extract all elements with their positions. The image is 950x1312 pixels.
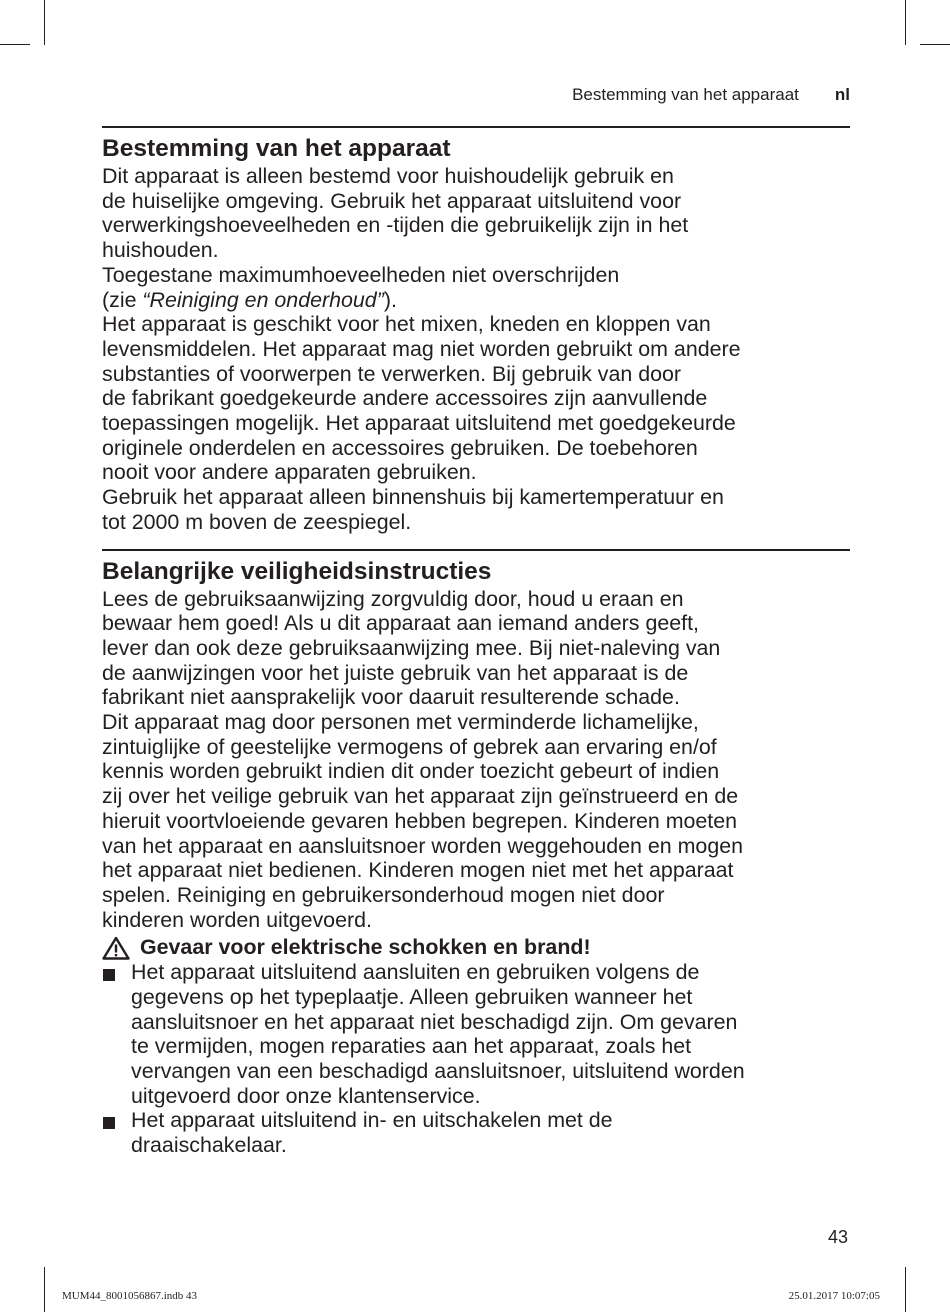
- text-span: (zie: [102, 287, 143, 312]
- cross-reference: “Reiniging en onderhoud”: [142, 287, 384, 312]
- running-header: [440, 84, 850, 106]
- language-code: nl: [834, 85, 850, 104]
- crop-mark: [905, 0, 906, 45]
- text-line: fabrikant niet aansprakelijk voor daaruit resulterende schade.: [102, 685, 680, 710]
- section-rule: [102, 126, 850, 128]
- square-bullet-icon: [103, 1117, 115, 1129]
- text-line: de fabrikant goedgekeurde andere accessoires zijn aanvullende: [102, 386, 708, 411]
- text-line: verwerkingshoeveelheden en -tijden die gebruikelijk zijn in het: [102, 213, 689, 238]
- text-line: vervangen van een beschadigd aansluitsnoer, uitsluitend worden: [131, 1058, 745, 1083]
- text-line: gegevens op het typeplaatje. Alleen gebruiken wanneer het: [131, 984, 693, 1009]
- section-title: Belangrijke veiligheidsinstructies: [102, 557, 492, 585]
- text-line: spelen. Reiniging en gebruikersonderhoud mogen niet door: [102, 882, 665, 907]
- text-line: Toegestane maximumhoeveelheden niet overschrijden: [102, 262, 620, 287]
- running-header-title: Bestemming van het apparaat: [572, 85, 799, 104]
- text-line: kennis worden gebruikt indien dit onder toezicht gebeurt of indien: [102, 759, 720, 784]
- warning-triangle-icon: [102, 936, 130, 960]
- text-line: toepassingen mogelijk. Het apparaat uitsluitend met goedgekeurde: [102, 411, 736, 436]
- text-line: Gebruik het apparaat alleen binnenshuis bij kamertemperatuur en: [102, 485, 724, 510]
- text-span: ).: [383, 287, 397, 312]
- text-line: substanties of voorwerpen te verwerken. Bij gebruik van door: [102, 361, 682, 386]
- list-item: [102, 960, 850, 1108]
- section-body: [102, 587, 850, 933]
- crop-mark: [920, 44, 950, 45]
- text-line: zij over het veilige gebruik van het apparaat zijn geïnstrueerd en de: [102, 784, 739, 809]
- text-line: de huiselijke omgeving. Gebruik het apparaat uitsluitend voor: [102, 188, 682, 213]
- text-line: huishouden.: [102, 238, 219, 263]
- print-slug-timestamp: 25.01.2017 10:07:05: [788, 1290, 880, 1302]
- text-line: originele onderdelen en accessoires gebruiken. De toebehoren: [102, 435, 698, 460]
- text-line: Het apparaat uitsluitend in- en uitschakelen met de: [131, 1108, 613, 1133]
- text-line: het apparaat niet bedienen. Kinderen mogen niet met het apparaat: [102, 858, 734, 883]
- text-line: bewaar hem goed! Als u dit apparaat aan iemand anders geeft,: [102, 611, 699, 636]
- print-slug-file: MUM44_8001056867.indb 43: [62, 1290, 198, 1302]
- page-number: 43: [827, 1227, 848, 1247]
- warning-text: Gevaar voor elektrische schokken en brand!: [140, 935, 591, 960]
- text-line: tot 2000 m boven de zeespiegel.: [102, 509, 412, 534]
- text-line: aansluitsnoer en het apparaat niet beschadigd zijn. Om gevaren: [131, 1009, 738, 1034]
- text-line: Het apparaat is geschikt voor het mixen, kneden en kloppen van: [102, 312, 711, 337]
- crop-mark: [0, 44, 30, 45]
- crop-mark: [905, 1267, 906, 1312]
- text-line: van het apparaat en aansluitsnoer worden weggehouden en mogen: [102, 833, 744, 858]
- text-line: [102, 288, 850, 313]
- text-line: nooit voor andere apparaten gebruiken.: [102, 460, 477, 485]
- warning-heading: [102, 935, 850, 960]
- section-rule: [102, 549, 850, 551]
- square-bullet-icon: [103, 969, 115, 981]
- text-line: Het apparaat uitsluitend aansluiten en gebruiken volgens de: [131, 960, 700, 985]
- text-line: Lees de gebruiksaanwijzing zorgvuldig door, houd u eraan en: [102, 586, 684, 611]
- text-line: te vermijden, mogen reparaties aan het apparaat, zoals het: [131, 1034, 692, 1059]
- bullet-list: [102, 960, 850, 1158]
- text-line: zintuiglijke of geestelijke vermogens of gebrek aan ervaring en/of: [102, 734, 717, 759]
- text-line: Dit apparaat mag door personen met verminderde lichamelijke,: [102, 710, 699, 735]
- text-line: kinderen worden uitgevoerd.: [102, 907, 372, 932]
- text-line: Dit apparaat is alleen bestemd voor huishoudelijk gebruik en: [102, 164, 674, 188]
- section-title: Bestemming van het apparaat: [102, 135, 451, 162]
- text-line: uitgevoerd door onze klantenservice.: [131, 1083, 481, 1108]
- crop-mark: [44, 1267, 45, 1312]
- list-item: [102, 1108, 850, 1157]
- text-line: hieruit voortvloeiende gevaren hebben begrepen. Kinderen moeten: [102, 808, 738, 833]
- text-line: lever dan ook deze gebruiksaanwijzing mee. Bij niet-naleving van: [102, 635, 721, 660]
- page-content: [102, 126, 850, 1158]
- text-line: levensmiddelen. Het apparaat mag niet worden gebruikt om andere: [102, 336, 741, 361]
- text-line: draaischakelaar.: [131, 1133, 287, 1158]
- text-line: de aanwijzingen voor het juiste gebruik van het apparaat is de: [102, 660, 689, 685]
- section-body: [102, 164, 850, 535]
- crop-mark: [44, 0, 45, 45]
